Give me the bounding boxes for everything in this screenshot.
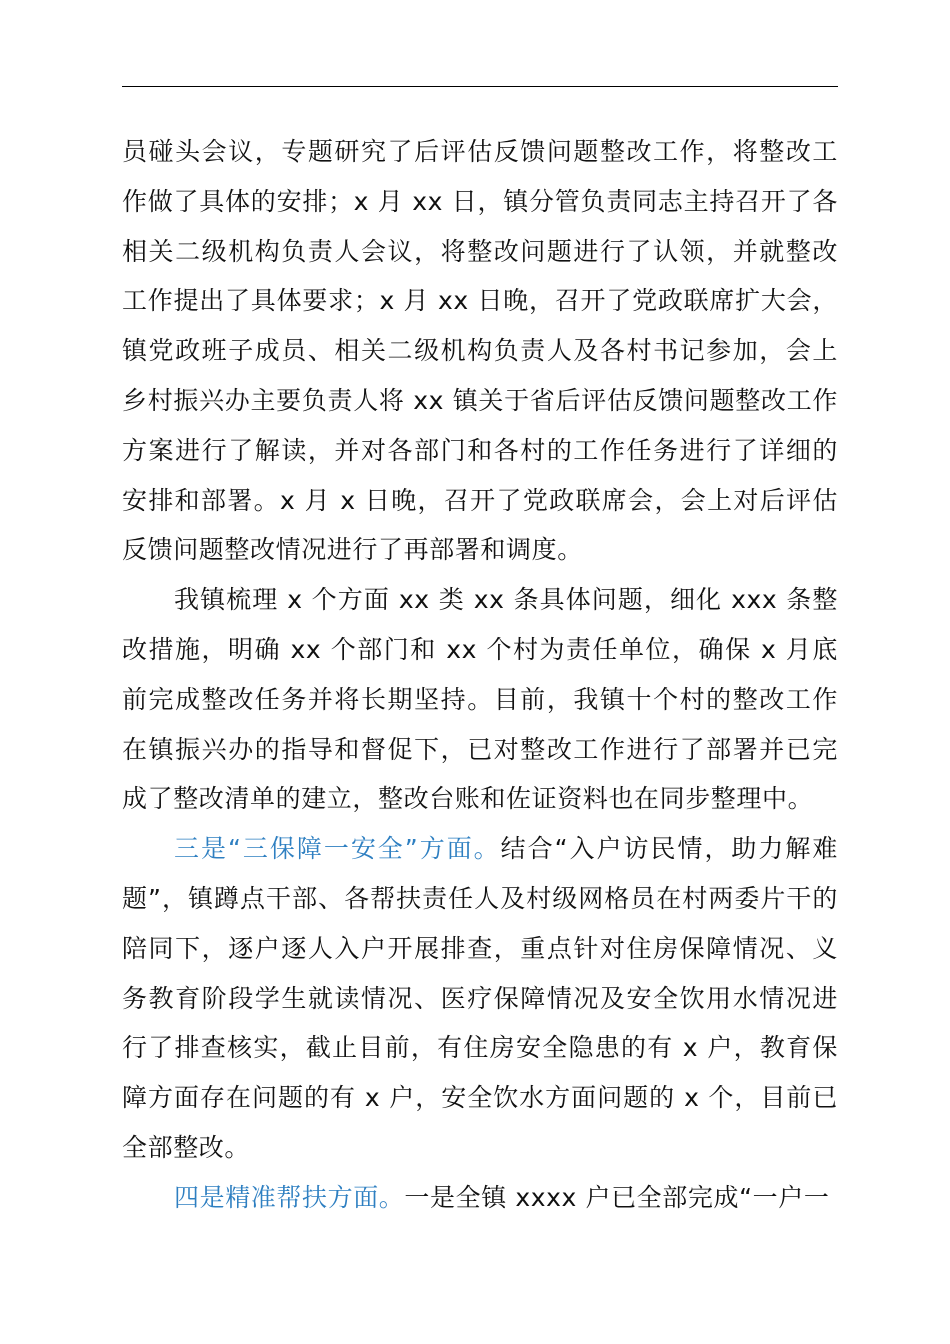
header-rule bbox=[122, 86, 838, 87]
paragraph-precise-assistance-text: 一是全镇 xxxx 户已全部完成“一户一 bbox=[404, 1182, 830, 1212]
paragraph-rectification-overview bbox=[122, 575, 838, 824]
paragraph-precise-assistance bbox=[122, 1173, 838, 1223]
section-heading-precise-assistance: 四是精准帮扶方面。 bbox=[174, 1182, 405, 1212]
section-heading-three-guarantees: 三是“三保障一安全”方面。 bbox=[174, 834, 501, 864]
paragraph-rectification-overview-text: 我镇梳理 x 个方面 xx 类 xx 条具体问题，细化 xxx 条整改措施，明确 xx 个部门和 xx 个村为责任单位，确保 x 月底前完成整改任务并将长期坚持。目前，我镇十个村的整改工作在镇振兴办的指导和督促下，已对整改工作进行了部署并已完成了整改清单的建立，整改台账和佐证资料也在同步整理中。 bbox=[122, 585, 838, 814]
paragraph-meetings bbox=[122, 127, 838, 575]
paragraph-meetings-text: 员碰头会议，专题研究了后评估反馈问题整改工作，将整改工作做了具体的安排；x 月 xx 日，镇分管负责同志主持召开了各相关二级机构负责人会议，将整改问题进行了认领，并就整改工作提出了具体要求；x 月 xx 日晚，召开了党政联席扩大会，镇党政班子成员、相关二级机构负责人及各村书记参加，会上乡村振兴办主要负责人将 xx 镇关于省后评估反馈问题整改工作方案进行了解读，并对各部门和各村的工作任务进行了详细的安排和部署。x 月 x 日晚，召开了党政联席会，会上对后评估反馈问题整改情况进行了再部署和调度。 bbox=[122, 137, 838, 565]
paragraph-three-guarantees bbox=[122, 824, 838, 1173]
document-body bbox=[122, 127, 838, 1223]
paragraph-three-guarantees-text: 结合“入户访民情，助力解难题”，镇蹲点干部、各帮扶责任人及村级网格员在村两委片干的陪同下，逐户逐人入户开展排查，重点针对住房保障情况、义务教育阶段学生就读情况、医疗保障情况及安全饮用水情况进行了排查核实，截止目前，有住房安全隐患的有 x 户，教育保障方面存在问题的有 x 户，安全饮水方面问题的 x 个，目前已全部整改。 bbox=[122, 834, 838, 1162]
